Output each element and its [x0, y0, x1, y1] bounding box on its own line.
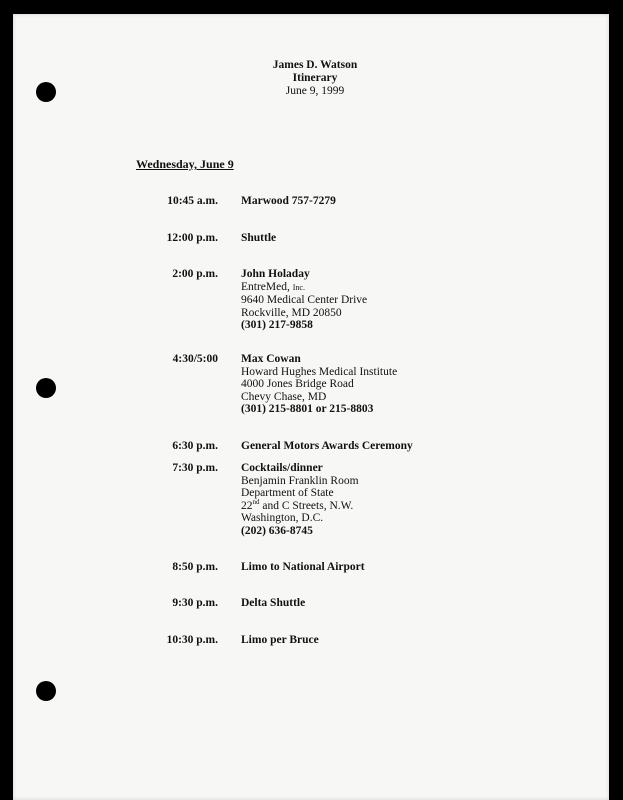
punch-hole [36, 681, 56, 701]
entry-title: Marwood 757-7279 [241, 195, 336, 207]
entry-phone: (202) 636-8745 [241, 524, 313, 537]
entry-title: Limo to National Airport [241, 561, 365, 573]
header-title: Itinerary [292, 72, 338, 84]
entry-time: 8:50 p.m. [172, 561, 218, 573]
entry-address-line: 4000 Jones Bridge Road [241, 378, 354, 390]
entry-time: 6:30 p.m. [172, 440, 218, 452]
entry-time: 2:00 p.m. [172, 268, 218, 280]
entry-title: Delta Shuttle [241, 597, 306, 609]
entry-time: 9:30 p.m. [172, 597, 218, 609]
itinerary-header [213, 59, 417, 98]
entry-address-line: 22nd and C Streets, N.W. [241, 497, 354, 512]
entry-address-line: Rockville, MD 20850 [241, 306, 342, 319]
entry-title: Max Cowan [241, 353, 301, 365]
entry-time: 4:30/5:00 [172, 353, 218, 365]
entry-time: 10:45 a.m. [167, 195, 218, 207]
entry-phone: (301) 215-8801 or 215-8803 [241, 403, 374, 415]
entry-address-line: Chevy Chase, MD [241, 390, 327, 403]
entry-city: Washington, D.C. [241, 512, 324, 524]
entry-title: Shuttle [241, 232, 277, 244]
entry-time: 10:30 p.m. [166, 634, 218, 646]
entry-room: Benjamin Franklin Room [241, 474, 359, 487]
entry-title: John Holaday [241, 268, 310, 280]
entry-department: Department of State [241, 487, 334, 499]
entry-phone: (301) 217-9858 [241, 319, 313, 331]
entry-title: Cocktails/dinner [241, 462, 323, 474]
header-name: James D. Watson [272, 59, 358, 71]
entry-title: General Motors Awards Ceremony [241, 440, 413, 452]
day-heading: Wednesday, June 9 [136, 157, 234, 171]
document-page [13, 14, 609, 800]
entry-address-line: 9640 Medical Center Drive [241, 294, 368, 306]
punch-hole [36, 82, 56, 102]
entry-company: EntreMed, Inc. [241, 280, 305, 293]
punch-hole [36, 378, 56, 398]
header-date: June 9, 1999 [285, 85, 345, 97]
entry-organization: Howard Hughes Medical Institute [241, 365, 398, 378]
entry-time: 7:30 p.m. [172, 462, 218, 474]
entry-title: Limo per Bruce [241, 634, 319, 646]
entry-time: 12:00 p.m. [166, 232, 218, 244]
